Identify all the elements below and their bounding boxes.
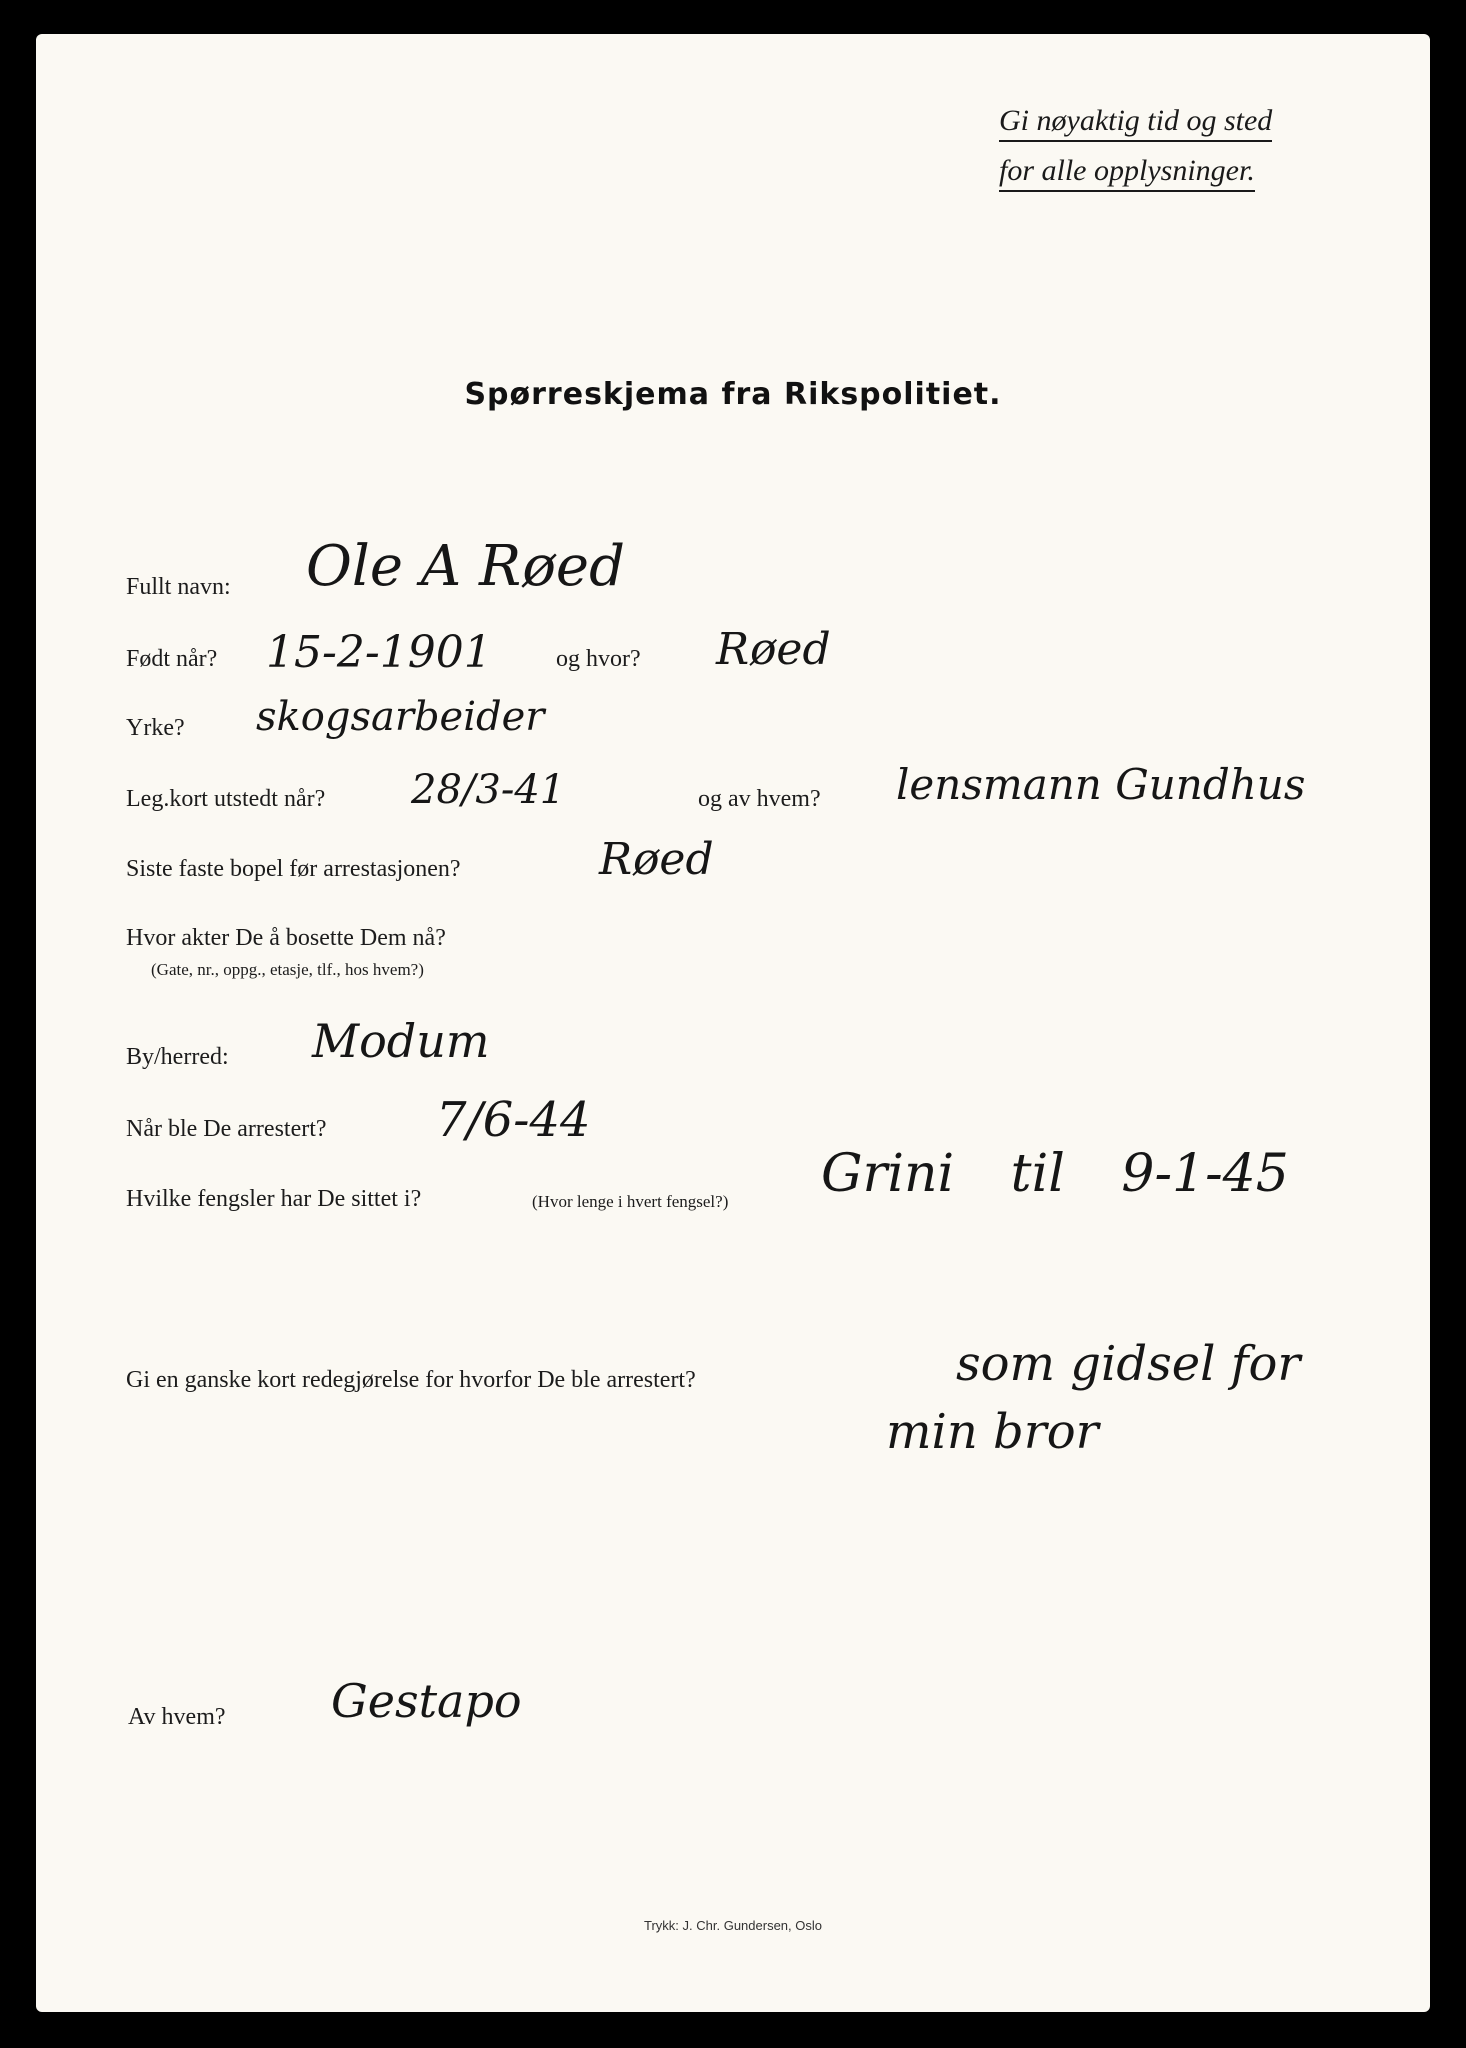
instruction-line-2: for alle opplysninger. [999, 150, 1255, 192]
id-card-issued-value: 28/3-41 [411, 767, 566, 813]
future-residence-label: Hvor akter De å bosette Dem nå? [126, 925, 446, 951]
future-residence-hint: (Gate, nr., oppg., etasje, tlf., hos hvem?) [151, 960, 424, 979]
form-title: Spørreskjema fra Rikspolitiet. [464, 377, 1002, 412]
arrest-reason-value-line-2: min bror [886, 1404, 1099, 1460]
prisons-value: Grini til 9-1-45 [821, 1144, 1289, 1204]
arrest-reason-value-line-1: som gidsel for [956, 1336, 1301, 1392]
occupation-label: Yrke? [126, 715, 185, 741]
form-page [36, 34, 1430, 2012]
arrest-date-value: 7/6-44 [436, 1092, 591, 1148]
born-where-label: og hvor? [556, 646, 641, 672]
printer-imprint: Trykk: J. Chr. Gundersen, Oslo [644, 1918, 822, 1933]
id-card-issued-label: Leg.kort utstedt når? [126, 786, 326, 812]
born-when-value: 15-2-1901 [266, 627, 492, 678]
arrest-reason-label: Gi en ganske kort redegjørelse for hvorfor De ble arrestert? [126, 1367, 696, 1393]
born-when-label: Født når? [126, 646, 218, 672]
full-name-value: Ole A Røed [306, 534, 625, 599]
arrested-by-label: Av hvem? [128, 1704, 226, 1730]
municipality-label: By/herred: [126, 1044, 229, 1070]
instruction-line-1: Gi nøyaktig tid og sted [999, 100, 1272, 142]
last-residence-value: Røed [599, 834, 714, 885]
last-residence-label: Siste faste bopel før arrestasjonen? [126, 856, 461, 882]
instruction-note [999, 100, 1379, 200]
municipality-value: Modum [312, 1014, 490, 1068]
issued-by-label: og av hvem? [698, 786, 821, 812]
prisons-hint: (Hvor lenge i hvert fengsel?) [532, 1192, 729, 1211]
issued-by-value: lensmann Gundhus [896, 760, 1306, 809]
prisons-label: Hvilke fengsler har De sittet i? [126, 1186, 422, 1212]
occupation-value: skogsarbeider [256, 694, 545, 740]
full-name-label: Fullt navn: [126, 574, 231, 600]
born-where-value: Røed [716, 624, 831, 675]
arrested-by-value: Gestapo [331, 1674, 522, 1728]
arrest-date-label: Når ble De arrestert? [126, 1116, 327, 1142]
